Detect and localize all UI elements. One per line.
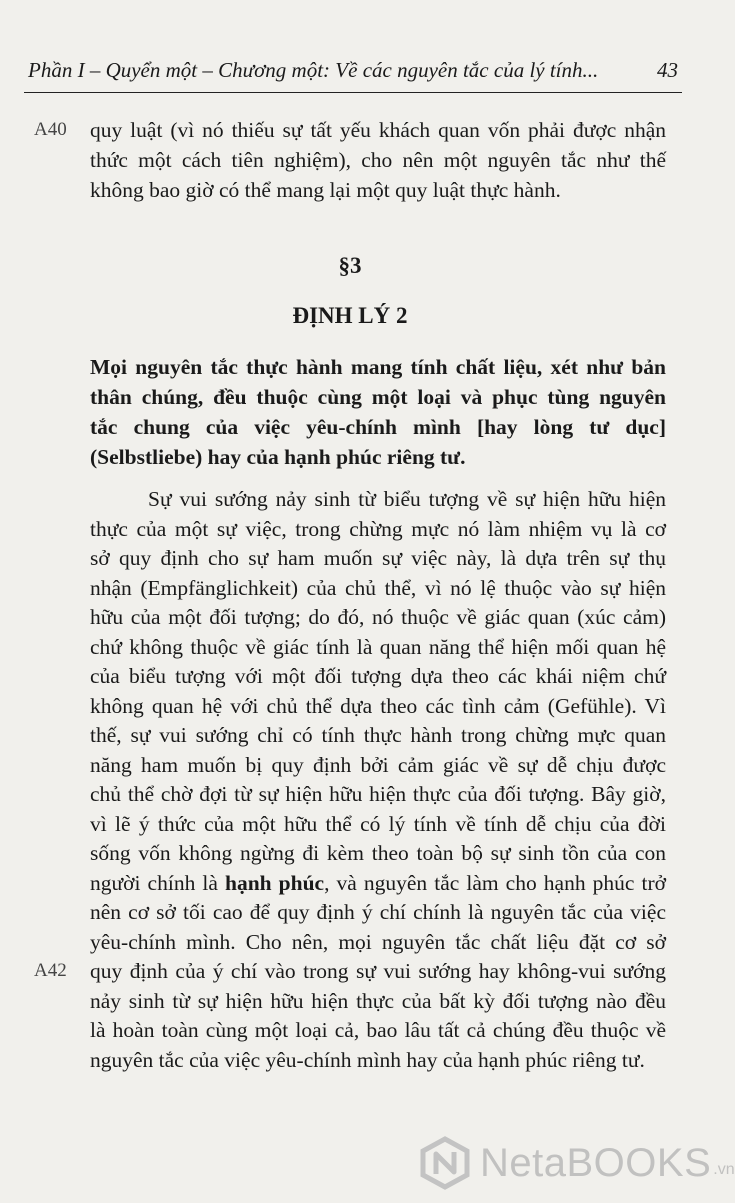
watermark-brand: NetaBOOKS xyxy=(480,1140,712,1185)
theorem-line: Mọi nguyên tắc thực hành mang tính chất liệu, xét như bản xyxy=(90,355,666,379)
text-line: yêu-chính mình. Cho nên, mọi nguyên tắc chất liệu đặt cơ sở xyxy=(90,930,666,954)
text-run: , và nguyên tắc làm cho hạnh phúc trở xyxy=(324,871,667,895)
running-header xyxy=(28,58,678,83)
text-line: quy luật (vì nó thiếu sự tất yếu khách quan vốn phải được nhận xyxy=(90,118,666,142)
text-run: người chính là xyxy=(90,871,225,895)
text-line: thức một cách tiên nghiệm), cho nên một nguyên tắc như thế xyxy=(90,148,666,172)
text-line: năng ham muốn bị quy định bởi cảm giác về sự dễ chịu được xyxy=(90,753,666,777)
netabooks-logo-icon xyxy=(418,1136,472,1190)
text-line: sống vốn không ngừng đi kèm theo toàn bộ sự sinh tồn của con xyxy=(90,841,666,865)
text-line: chứ không thuộc về giác tính là quan năng thể hiện mối quan hệ xyxy=(90,635,666,659)
page-number: 43 xyxy=(657,58,678,82)
running-title: Phần I – Quyển một – Chương một: Về các nguyên tắc của lý tính... xyxy=(28,58,599,82)
text-line: nhận (Empfänglichkeit) của chủ thể, vì nó lệ thuộc vào sự hiện xyxy=(90,576,666,600)
bold-term: hạnh phúc xyxy=(224,871,325,895)
text-line: thực của một sự việc, trong chừng mực nó làm nhiệm vụ là cơ xyxy=(90,517,666,541)
text-line: hữu của một đối tượng; do đó, nó thuộc về giác quan (xúc cảm) xyxy=(90,605,666,629)
section-mark: §3 xyxy=(338,253,362,278)
text-line: nguyên tắc của việc yêu-chính mình hay của hạnh phúc riêng tư. xyxy=(90,1048,645,1072)
theorem-line: thân chúng, đều thuộc cùng một loại và phục tùng nguyên xyxy=(90,385,666,409)
text-line: chủ thể chờ đợi từ sự hiện hữu hiện thực của đối tượng. Bây giờ, xyxy=(90,782,666,806)
theorem-line: (Selbstliebe) hay của hạnh phúc riêng tư. xyxy=(90,445,466,469)
margin-ref-a42: A42 xyxy=(34,960,67,981)
theorem-line: tắc chung của việc yêu-chính mình [hay lòng tư dục] xyxy=(90,415,666,439)
watermark-suffix: .vn xyxy=(713,1161,735,1178)
text-line: nên cơ sở tối cao để quy định ý chí chính là nguyên tắc của việc xyxy=(90,900,666,924)
text-line: quy định của ý chí vào trong sự vui sướng hay không-vui sướng xyxy=(90,959,666,983)
text-line: là hoàn toàn cùng một loại cả, bao lâu tất cả chúng đều thuộc về xyxy=(90,1018,666,1042)
text-line: của biểu tượng với một đối tượng dựa theo các khái niệm chứ xyxy=(90,664,666,688)
margin-ref-a40: A40 xyxy=(34,119,67,140)
text-line: không bao giờ có thể mang lại một quy luật thực hành. xyxy=(90,178,561,202)
watermark xyxy=(418,1136,735,1190)
text-line: vì lẽ ý thức của một hữu thể có lý tính về tính dễ chịu của đời xyxy=(90,812,666,836)
text-line-with-bold xyxy=(90,870,666,896)
text-line: sở quy định cho sự ham muốn sự việc này, là dựa trên sự thụ xyxy=(90,546,666,570)
text-line: nảy sinh từ sự hiện hữu hiện thực của bất kỳ đối tượng nào đều xyxy=(90,989,666,1013)
text-line: thế, sự vui sướng chỉ có tính thực hành trong chừng mực quan xyxy=(90,723,666,747)
text-line: không quan hệ với chủ thể dựa theo các tình cảm (Gefühle). Vì xyxy=(90,694,666,718)
section-title: ĐỊNH LÝ 2 xyxy=(292,303,408,328)
text-line: Sự vui sướng nảy sinh từ biểu tượng về sự hiện hữu hiện xyxy=(148,487,666,511)
header-rule xyxy=(24,92,682,93)
